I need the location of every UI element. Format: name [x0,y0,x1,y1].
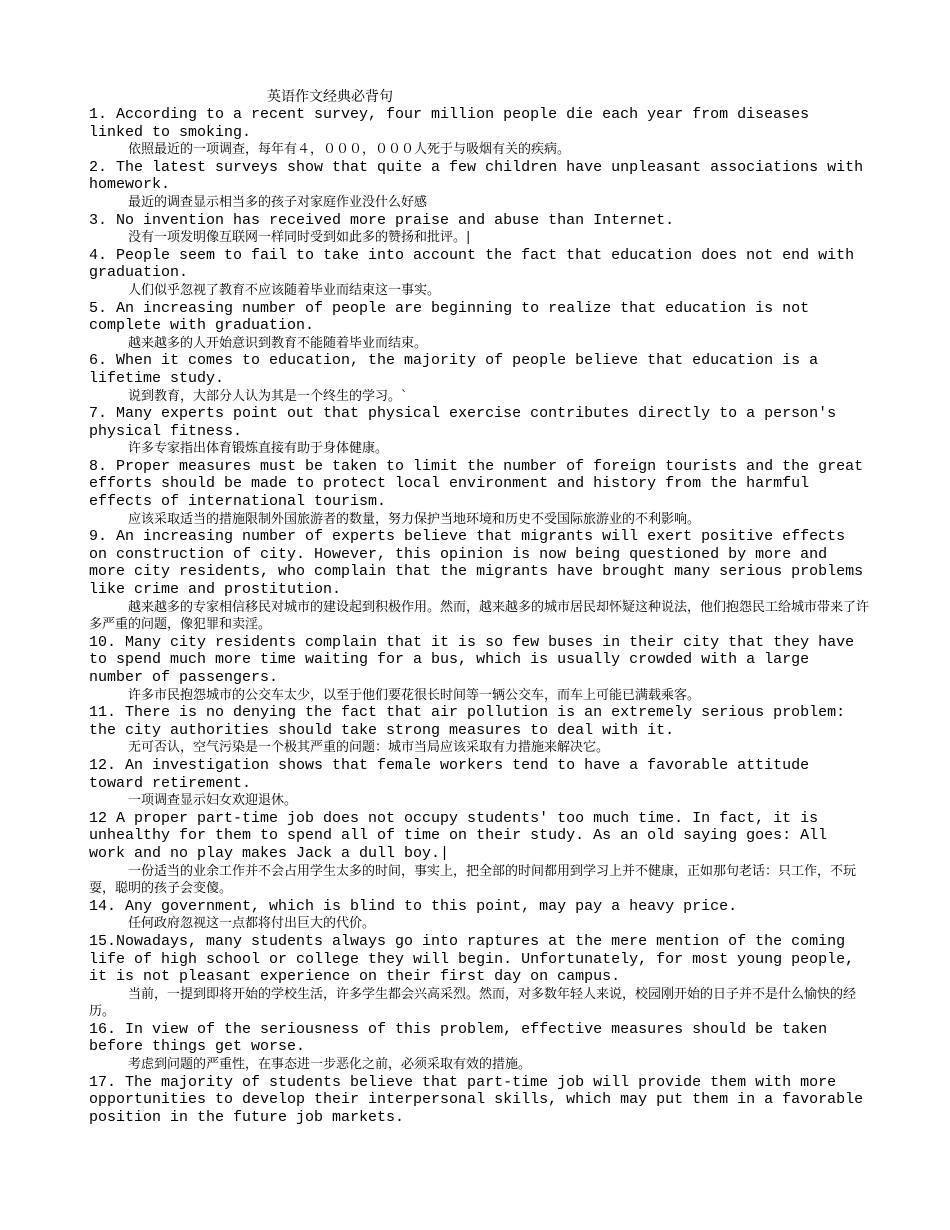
chinese-translation: 一份适当的业余工作并不会占用学生太多的时间，事实上，把全部的时间都用到学习上并不健康，正如那句老话：只工作，不玩耍，聪明的孩子会变傻。 [89,863,857,897]
chinese-translation: 一项调查显示妇女欢迎退休。 [128,793,298,809]
english-sentence: 4. People seem to fail to take into account the fact that education does not end with graduation. [89,246,864,282]
sentence-entry-16 [89,1021,869,1074]
sentence-entry-14 [89,898,869,933]
english-sentence: 11. There is no denying the fact that air pollution is an extremely serious problem: the city authorities should take strong measures to deal with it. [89,704,855,739]
english-sentence: 15.Nowadays, many students always go into raptures at the mere mention of the coming life of high school or college they will begin. Unfortunately, for most young people, it is not pleasant experience on their first day on campus. [89,932,864,986]
english-sentence: 17. The majority of students believe that part-time job will provide them with more opportunities to develop their interpersonal skills, which may put them in a favorable position in the future job markets. [89,1073,873,1126]
chinese-translation: 应该采取适当的措施限制外国旅游者的数量，努力保护当地环境和历史不受国际旅游业的不利影响。 [128,511,701,527]
chinese-translation: 说到教育，大部分人认为其是一个终生的学习。` [128,388,408,404]
sentence-entry-5 [89,300,869,353]
english-sentence: 9. An increasing number of experts believe that migrants will exert positive effects on construction of city. However, this opinion is now being questioned by more and more city residents, who complain that the migrants have brought many serious problems like crime and prostitution. [89,528,873,599]
english-sentence: 8. Proper measures must be taken to limit the number of foreign tourists and the great efforts should be made to protect local environment and history from the harmful effects of international tourism. [89,457,873,511]
chinese-translation: 最近的调查显示相当多的孩子对家庭作业没什么好感 [128,194,428,210]
sentence-entry-7 [89,405,869,458]
english-sentence: 3. No invention has received more praise and abuse than Internet. [89,211,675,229]
english-sentence: 1. According to a recent survey, four million people die each year from diseases linked to smoking. [89,106,819,141]
sentence-entry-4 [89,247,869,300]
english-sentence: 10. Many city residents complain that it is so few buses in their city that they have to spend much more time waiting for a bus, which is usually crowded with a large number of passengers. [89,633,864,686]
sentence-entry-11 [89,704,869,757]
chinese-translation: 当前，一提到即将开始的学校生活，许多学生都会兴高采烈。然而，对多数年轻人来说，校园刚开始的日子并不是什么愉快的经历。 [89,986,857,1020]
chinese-translation: 越来越多的专家相信移民对城市的建设起到积极作用。然而，越来越多的城市居民却怀疑这种说法，他们抱怨民工给城市带来了许多严重的问题，像犯罪和卖淫。 [89,599,870,633]
sentence-entry-15 [89,933,869,1021]
chinese-translation: 越来越多的人开始意识到教育不能随着毕业而结束。 [128,335,428,351]
sentence-entry-2 [89,158,873,212]
english-sentence: 2. The latest surveys show that quite a few children have unpleasant associations with homework. [89,158,873,194]
sentence-entry-10 [89,634,869,704]
sentence-entry-1 [89,106,869,159]
chinese-translation: 依照最近的一项调查，每年有４，０００，０００人死于与吸烟有关的疾病。 [128,142,571,158]
document-page [89,88,873,1126]
sentence-entry-6 [89,352,869,405]
sentence-entry-8 [89,457,873,528]
english-sentence: 12 A proper part-time job does not occupy students' too much time. In fact, it is unhealthy for them to spend all of time on their study. As an old saying goes: All work and no play makes Jack a dull boy.| [89,809,837,862]
document-title: 英语作文经典必背句 [267,89,393,105]
sentence-entry-9 [89,528,873,634]
chinese-translation: 许多市民抱怨城市的公交车太少，以至于他们要花很长时间等一辆公交车，而车上可能已满载乘客。 [128,687,701,703]
sentence-entry-3 [89,212,869,247]
english-sentence: 7. Many experts point out that physical exercise contributes directly to a person's physical fitness. [89,405,846,440]
chinese-translation: 许多专家指出体育锻炼直接有助于身体健康。 [128,441,389,457]
english-sentence: 12. An investigation shows that female workers tend to have a favorable attitude toward retirement. [89,756,819,792]
english-sentence: 5. An increasing number of people are beginning to realize that education is not complete with graduation. [89,299,819,335]
english-sentence: 14. Any government, which is blind to this point, may pay a heavy price. [89,897,738,915]
chinese-translation: 没有一项发明像互联网一样同时受到如此多的赞扬和批评。| [128,230,471,246]
chinese-translation: 无可否认，空气污染是一个极其严重的问题：城市当局应该采取有力措施来解决它。 [128,740,610,756]
english-sentence: 6. When it comes to education, the majority of people believe that education is a lifetime study. [89,352,828,387]
sentence-entry-13 [89,810,869,898]
chinese-translation: 人们似乎忽视了教育不应该随着毕业而结束这一事实。 [128,282,441,298]
sentence-entry-12 [89,757,869,810]
sentence-entry-17 [89,1073,873,1127]
chinese-translation: 考虑到问题的严重性，在事态进一步恶化之前，必须采取有效的措施。 [128,1057,532,1073]
english-sentence: 16. In view of the seriousness of this problem, effective measures should be taken before things get worse. [89,1020,837,1056]
chinese-translation: 任何政府忽视这一点都将付出巨大的代价。 [128,916,376,932]
